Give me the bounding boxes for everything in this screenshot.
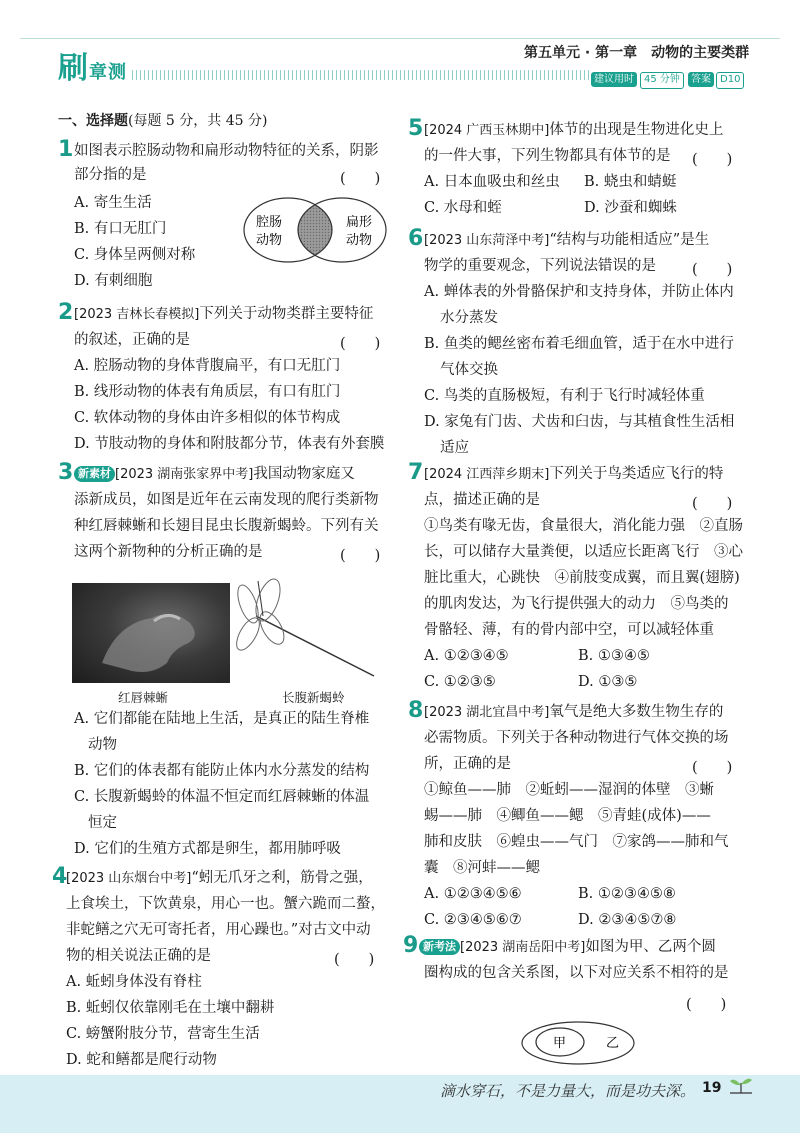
question-source: [2023 湖南张家界中考] bbox=[115, 467, 254, 482]
option-b[interactable]: B. 蛲虫和蜻蜓 bbox=[584, 174, 677, 190]
question-text: [2023 山东菏泽中考]“结构与功能相适应”是生 bbox=[424, 232, 710, 248]
question-number: 3 bbox=[58, 460, 74, 485]
new-method-badge: 新考法 bbox=[419, 939, 460, 955]
statement: 长，可以储存大量粪便，以适应长距离飞行 ③心 bbox=[424, 544, 743, 560]
option-c[interactable]: C. 身体呈两侧对称 bbox=[74, 247, 196, 263]
venn-label: 动物 bbox=[346, 233, 373, 248]
option-d[interactable]: D. 它们的生殖方式都是卵生，都用肺呼吸 bbox=[74, 841, 341, 857]
header-stripe bbox=[132, 70, 590, 80]
answer-blank[interactable]: ( ) bbox=[692, 496, 733, 512]
option-d[interactable]: D. 节肢动物的身体和附肢都分节，体表有外套膜 bbox=[74, 436, 385, 452]
statement: 骨骼轻、薄，有的骨内部中空，可以减轻体重 bbox=[424, 622, 714, 638]
option-c-cont: 恒定 bbox=[88, 815, 117, 831]
option-b[interactable]: B. 有口无肛门 bbox=[74, 221, 167, 237]
answer-blank[interactable]: ( ) bbox=[692, 760, 733, 776]
header-rule bbox=[20, 38, 780, 39]
option-a[interactable]: A. 蝉体表的外骨骼保护和支持身体，并防止体内 bbox=[424, 284, 734, 300]
question-text: 种红唇棘蜥和长翅目昆虫长腹新蝎蛉。下列有关 bbox=[74, 518, 379, 534]
logo: 刷章测 bbox=[58, 51, 127, 86]
question-text: 新考法 [2023 湖南岳阳中考]如图为甲、乙两个圆 bbox=[419, 939, 716, 956]
outer-circle-label: 乙 bbox=[606, 1036, 620, 1051]
answer-blank[interactable]: ( ) bbox=[340, 548, 381, 564]
question-text: 物学的重要观念，下列说法错误的是 bbox=[424, 258, 656, 274]
option-d[interactable]: D. 有刺细胞 bbox=[74, 273, 153, 289]
question-text: 新素材 [2023 湖南张家界中考]我国动物家庭又 bbox=[74, 466, 355, 483]
question-text: 点，描述正确的是 bbox=[424, 492, 540, 508]
question-source: [2023 湖南岳阳中考] bbox=[460, 940, 586, 955]
photo-caption: 长腹新蝎蛉 bbox=[282, 690, 345, 705]
question-source: [2023 吉林长春模拟] bbox=[74, 307, 200, 322]
question-text: [2024 江西萍乡期末]下列关于鸟类适应飞行的特 bbox=[424, 466, 724, 482]
answer-code: D10 bbox=[716, 72, 744, 89]
statement: 蜴——肺 ④鲫鱼——鳃 ⑤青蛙(成体)—— bbox=[424, 808, 711, 824]
option-d[interactable]: D. 家兔有门齿、犬齿和臼齿，与其植食性生活相 bbox=[424, 414, 735, 430]
option-b[interactable]: B. ①③④⑤ bbox=[578, 648, 650, 664]
lizard-silhouette bbox=[72, 583, 230, 683]
question-number: 9 bbox=[403, 933, 419, 958]
question-source: [2023 山东菏泽中考] bbox=[424, 233, 550, 248]
photo-caption: 红唇棘蜥 bbox=[118, 690, 169, 705]
option-d[interactable]: D. ①③⑤ bbox=[578, 674, 638, 690]
question-text: [2023 湖北宜昌中考]氧气是绝大多数生物生存的 bbox=[424, 704, 724, 720]
statement: 的肌肉发达，为飞行提供强大的动力 ⑤鸟类的 bbox=[424, 596, 729, 612]
question-text: 所，正确的是 bbox=[424, 756, 511, 772]
question-text: 圈构成的包含关系图，以下对应关系不相符的是 bbox=[424, 965, 729, 981]
option-a[interactable]: A. 日本血吸虫和丝虫 bbox=[424, 174, 560, 190]
option-b-cont: 气体交换 bbox=[440, 362, 498, 378]
option-d[interactable]: D. 沙蚕和蜘蛛 bbox=[584, 200, 677, 216]
question-source: [2024 广西玉林期中] bbox=[424, 123, 550, 138]
option-a-cont: 动物 bbox=[88, 737, 117, 753]
new-material-badge: 新素材 bbox=[74, 466, 115, 482]
option-d[interactable]: D. ②③④⑤⑦⑧ bbox=[578, 912, 677, 928]
question-text: 的一件大事，下列生物都具有体节的是 bbox=[424, 148, 671, 164]
question-text: 添新成员，如图是近年在云南发现的爬行类新物 bbox=[74, 492, 379, 508]
question-text: 非蛇鳝之穴无可寄托者，用心躁也。”对古文中动 bbox=[66, 922, 371, 938]
statement: ①鸟类有喙无齿，食量很大，消化能力强 ②直肠 bbox=[424, 518, 743, 534]
scorpionfly-illustration bbox=[228, 576, 378, 686]
option-c[interactable]: C. 螃蟹附肢分节，营寄生生活 bbox=[66, 1026, 260, 1042]
venn-label: 腔肠 bbox=[256, 215, 283, 230]
venn-diagram bbox=[240, 195, 390, 265]
answer-blank[interactable]: ( ) bbox=[340, 336, 381, 352]
venn-label: 动物 bbox=[256, 233, 283, 248]
answer-blank[interactable]: ( ) bbox=[340, 171, 381, 187]
chapter-title: 第五单元 · 第一章 动物的主要类群 bbox=[524, 45, 750, 61]
question-text: 物的相关说法正确的是 bbox=[66, 948, 211, 964]
question-source: [2024 江西萍乡期末] bbox=[424, 467, 550, 482]
statement: 肺和皮肤 ⑥蝗虫——气门 ⑦家鸽——肺和气 bbox=[424, 834, 729, 850]
lizard-photo bbox=[72, 583, 230, 683]
option-b[interactable]: B. 鱼类的鳃丝密布着毛细血管，适于在水中进行 bbox=[424, 336, 734, 352]
question-number: 6 bbox=[408, 226, 424, 251]
inner-circle-label: 甲 bbox=[553, 1036, 567, 1051]
option-a[interactable]: A. ①②③④⑤ bbox=[424, 648, 509, 664]
footer-motto: 滴水穿石，不是力量大，而是功夫深。 bbox=[440, 1082, 696, 1100]
question-number: 5 bbox=[408, 116, 424, 141]
question-source: [2023 湖北宜昌中考] bbox=[424, 705, 550, 720]
option-a[interactable]: A. 腔肠动物的身体背腹扁平，有口无肛门 bbox=[74, 358, 341, 374]
option-a[interactable]: A. 蚯蚓身体没有脊柱 bbox=[66, 974, 202, 990]
answer-label: 答案 bbox=[688, 72, 714, 87]
option-c[interactable]: C. 长腹新蝎蛉的体温不恒定而红唇棘蜥的体温 bbox=[74, 789, 370, 805]
option-c[interactable]: C. ②③④⑤⑥⑦ bbox=[424, 912, 522, 928]
option-d-cont: 适应 bbox=[440, 440, 469, 456]
section-title: 一、选择题(每题 5 分，共 45 分) bbox=[58, 113, 268, 129]
option-a[interactable]: A. 寄生生活 bbox=[74, 195, 152, 211]
time-value: 45 分钟 bbox=[640, 72, 684, 89]
question-number: 4 bbox=[52, 864, 68, 889]
option-a[interactable]: A. ①②③④⑤⑥ bbox=[424, 886, 522, 902]
question-text: 这两个新物种的分析正确的是 bbox=[74, 544, 263, 560]
option-b[interactable]: B. 蚯蚓仅依靠刚毛在土壤中翻耕 bbox=[66, 1000, 275, 1016]
question-number: 7 bbox=[408, 460, 424, 485]
page-number: 19 bbox=[702, 1080, 722, 1096]
question-number: 8 bbox=[408, 698, 424, 723]
option-d[interactable]: D. 蛇和鳝都是爬行动物 bbox=[66, 1052, 217, 1068]
sprout-icon bbox=[726, 1073, 756, 1097]
option-a[interactable]: A. 它们都能在陆地上生活，是真正的陆生脊椎 bbox=[74, 711, 370, 727]
option-a-cont: 水分蒸发 bbox=[440, 310, 498, 326]
inclusion-diagram bbox=[520, 1020, 640, 1066]
answer-blank[interactable]: ( ) bbox=[692, 262, 733, 278]
question-text: 的叙述，正确的是 bbox=[74, 332, 190, 348]
time-label: 建议用时 bbox=[591, 72, 637, 87]
option-b[interactable]: B. ①②③④⑤⑧ bbox=[578, 886, 676, 902]
option-b[interactable]: B. 线形动物的体表有角质层，有口有肛门 bbox=[74, 384, 341, 400]
question-source: [2023 山东烟台中考] bbox=[66, 871, 192, 886]
question-number: 2 bbox=[58, 300, 74, 325]
question-text: 如图表示腔肠动物和扁形动物特征的关系，阴影 bbox=[74, 143, 379, 159]
option-b[interactable]: B. 它们的体表都有能防止体内水分蒸发的结构 bbox=[74, 763, 370, 779]
statement: 囊 ⑧河蚌——鳃 bbox=[424, 860, 540, 876]
question-text: [2024 广西玉林期中]体节的出现是生物进化史上 bbox=[424, 122, 724, 138]
question-text: [2023 山东烟台中考]“蚓无爪牙之利，筋骨之强， bbox=[66, 870, 373, 886]
venn-label: 扁形 bbox=[346, 215, 373, 230]
question-text: [2023 吉林长春模拟]下列关于动物类群主要特征 bbox=[74, 306, 374, 322]
option-c[interactable]: C. ①②③⑤ bbox=[424, 674, 496, 690]
question-text: 部分指的是 bbox=[74, 167, 147, 183]
question-number: 1 bbox=[58, 137, 74, 162]
option-c[interactable]: C. 鸟类的直肠极短，有利于飞行时减轻体重 bbox=[424, 388, 705, 404]
statement: 脏比重大，心跳快 ④前肢变成翼，而且翼(翅膀) bbox=[424, 570, 740, 586]
option-c[interactable]: C. 软体动物的身体由许多相似的体节构成 bbox=[74, 410, 341, 426]
answer-blank[interactable]: ( ) bbox=[692, 152, 733, 168]
answer-blank[interactable]: ( ) bbox=[686, 997, 727, 1013]
statement: ①鲸鱼——肺 ②蚯蚓——湿润的体壁 ③蜥 bbox=[424, 782, 714, 798]
question-text: 必需物质。下列关于各种动物进行气体交换的场 bbox=[424, 730, 729, 746]
option-c[interactable]: C. 水母和蛭 bbox=[424, 200, 502, 216]
question-text: 上食埃土，下饮黄泉，用心一也。蟹六跪而二螯， bbox=[66, 896, 385, 912]
answer-blank[interactable]: ( ) bbox=[334, 952, 375, 968]
